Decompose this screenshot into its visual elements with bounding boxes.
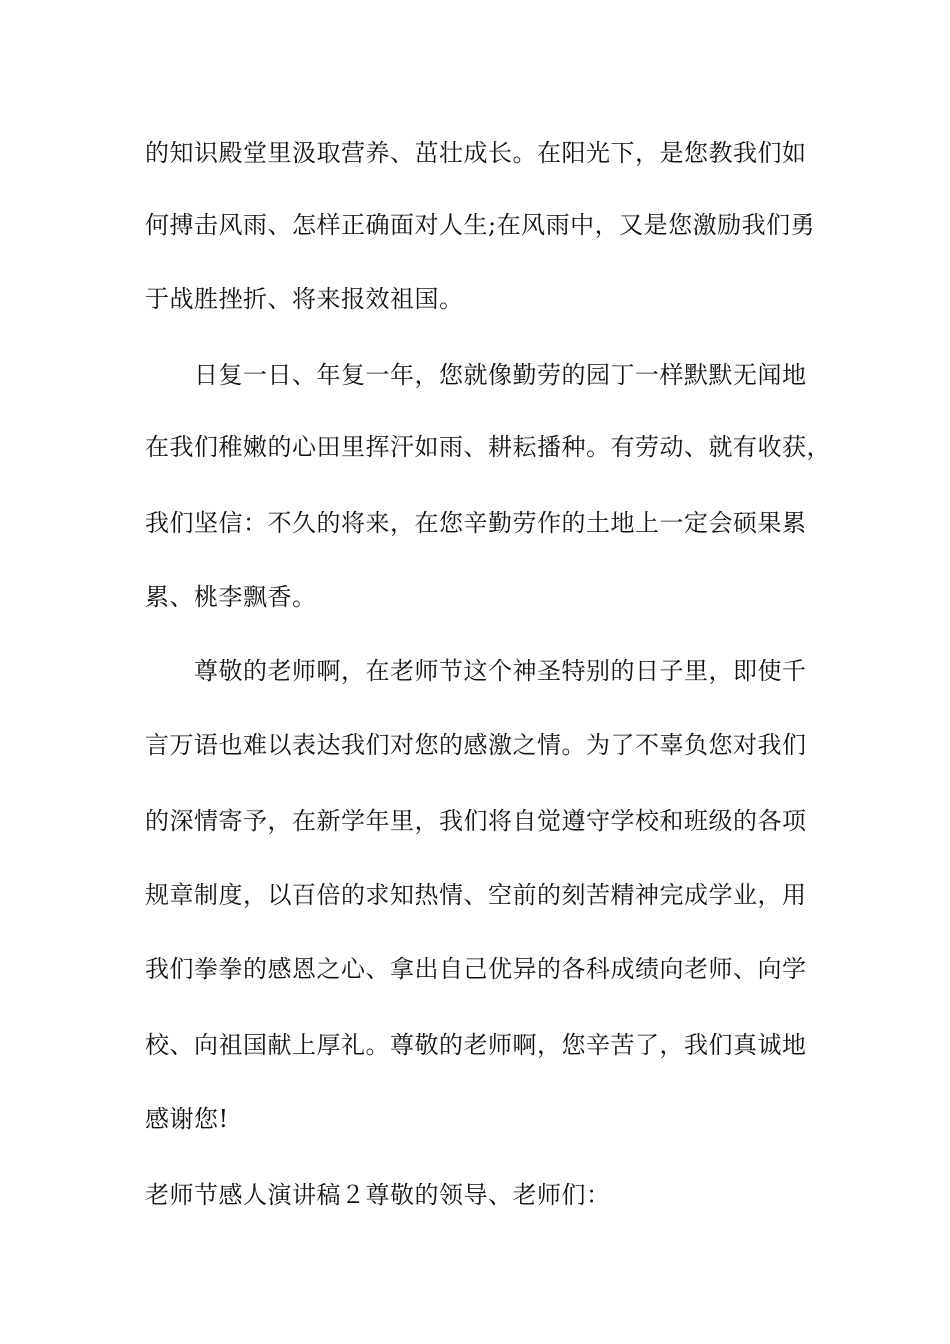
paragraph-line: 的深情寄予，在新学年里，我们将自觉遵守学校和班级的各项 — [145, 807, 807, 835]
paragraph-line: 日复一日、年复一年，您就像勤劳的园丁一样默默无闻地 — [145, 361, 807, 389]
section-heading: 老师节感人演讲稿２尊敬的领导、老师们： — [145, 1181, 611, 1209]
paragraph-line: 于战胜挫折、将来报效祖国。 — [145, 285, 464, 313]
paragraph-line: 言万语也难以表达我们对您的感激之情。为了不辜负您对我们 — [145, 731, 807, 759]
paragraph-line: 的知识殿堂里汲取营养、茁壮成长。在阳光下，是您教我们如 — [145, 139, 807, 167]
paragraph-line: 在我们稚嫩的心田里挥汗如雨、耕耘播种。有劳动、就有收获， — [145, 433, 831, 461]
paragraph-line: 尊敬的老师啊，在老师节这个神圣特别的日子里，即使千 — [145, 657, 807, 685]
paragraph-line: 规章制度，以百倍的求知热情、空前的刻苦精神完成学业，用 — [145, 881, 807, 909]
paragraph-line: 累、桃李飘香。 — [145, 583, 317, 611]
paragraph-line: 校、向祖国献上厚礼。尊敬的老师啊，您辛苦了，我们真诚地 — [145, 1031, 807, 1059]
paragraph-line: 我们拳拳的感恩之心、拿出自己优异的各科成绩向老师、向学 — [145, 955, 807, 983]
paragraph-line: 感谢您! — [145, 1105, 229, 1133]
paragraph-line: 何搏击风雨、怎样正确面对人生;在风雨中，又是您激励我们勇 — [145, 211, 816, 239]
paragraph-line: 我们坚信：不久的将来，在您辛勤劳作的土地上一定会硕果累 — [145, 509, 807, 537]
